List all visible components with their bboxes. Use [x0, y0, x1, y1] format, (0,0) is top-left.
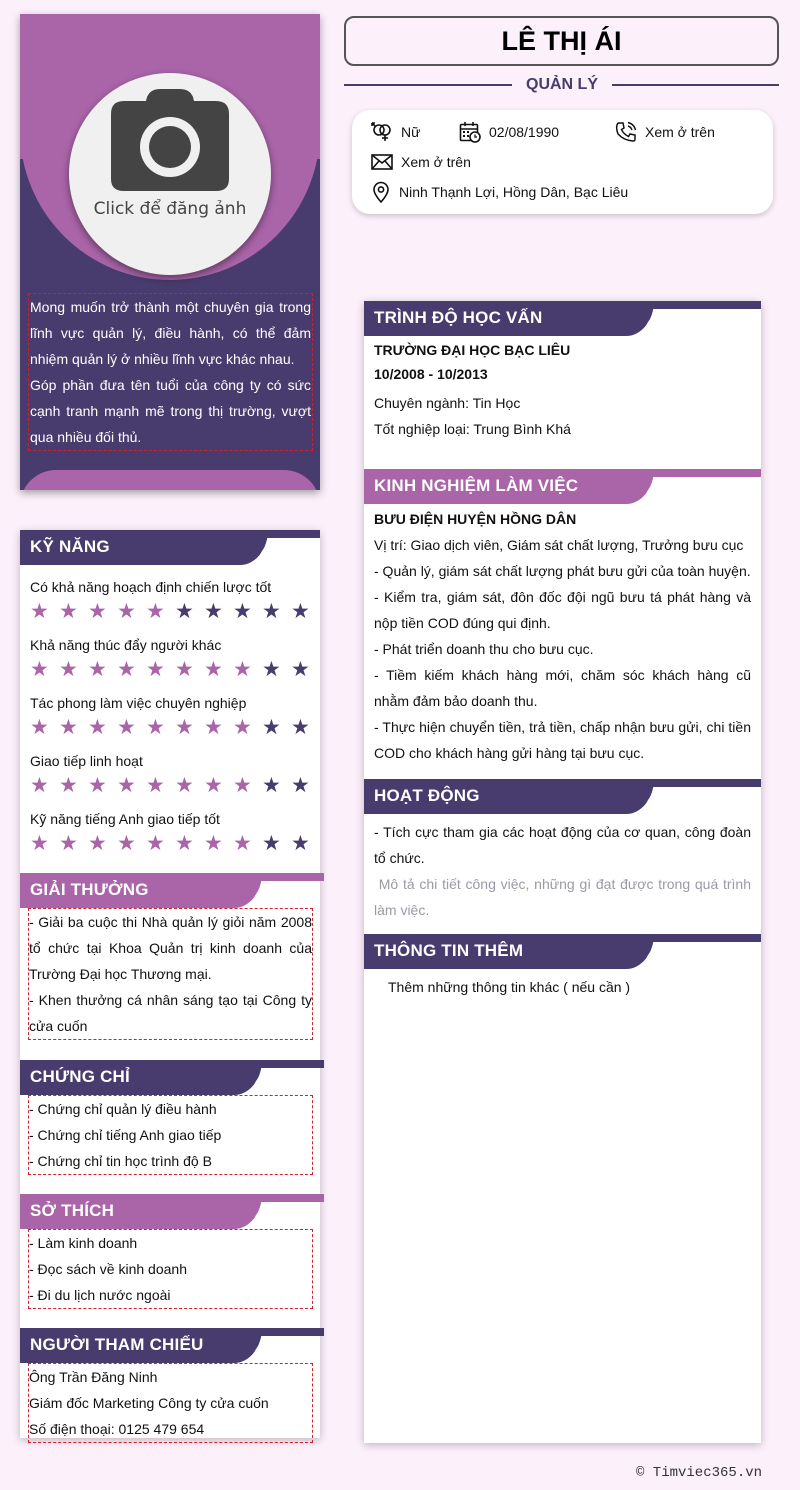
section-title: NGƯỜI THAM CHIẾU	[30, 1335, 204, 1354]
star-icon[interactable]: ★	[262, 600, 281, 623]
duty-item: - Kiểm tra, giám sát, đôn đốc đội ngũ bưu tá phát hàng và nộp tiền COD đúng qui định.	[374, 589, 751, 631]
career-objective[interactable]	[28, 293, 313, 451]
location-pin-icon	[371, 181, 391, 203]
star-icon[interactable]: ★	[233, 716, 252, 739]
section-title: KỸ NĂNG	[30, 537, 110, 556]
awards-section-header	[20, 873, 320, 908]
star-icon[interactable]: ★	[262, 832, 281, 855]
star-icon[interactable]: ★	[175, 716, 194, 739]
education-grade: Tốt nghiệp loại: Trung Bình Khá	[374, 421, 571, 437]
additional-info-text: Thêm những thông tin khác ( nếu cần )	[388, 979, 631, 995]
skill-rating[interactable]	[30, 775, 320, 797]
skill-name: Kỹ năng tiếng Anh giao tiếp tốt	[30, 811, 220, 827]
section-title: CHỨNG CHỈ	[30, 1067, 130, 1086]
phone-icon	[615, 121, 637, 143]
star-icon[interactable]: ★	[262, 658, 281, 681]
star-icon[interactable]: ★	[88, 832, 107, 855]
star-icon[interactable]: ★	[117, 600, 136, 623]
school-name: TRƯỜNG ĐẠI HỌC BẠC LIÊU	[374, 342, 571, 358]
star-icon[interactable]: ★	[291, 658, 310, 681]
experience-content[interactable]	[364, 504, 761, 779]
skill-name: Khả năng thúc đẩy người khác	[30, 637, 222, 653]
main-sections-card	[364, 301, 761, 1443]
section-title: SỞ THÍCH	[30, 1201, 115, 1220]
education-content[interactable]	[364, 336, 761, 469]
section-title: HOẠT ĐỘNG	[374, 786, 480, 805]
skill-item[interactable]	[20, 751, 320, 797]
star-icon[interactable]: ★	[30, 716, 49, 739]
award-item: - Khen thưởng cá nhân sáng tạo tại Công ty cửa cuốn	[29, 992, 312, 1034]
copyright-footer: © Timviec365.vn	[636, 1465, 763, 1481]
star-icon[interactable]: ★	[117, 716, 136, 739]
star-icon[interactable]: ★	[233, 658, 252, 681]
education-major: Chuyên ngành: Tin Học	[374, 395, 521, 411]
star-icon[interactable]: ★	[291, 832, 310, 855]
address-value: Ninh Thạnh Lợi, Hồng Dân, Bạc Liêu	[399, 184, 629, 200]
star-icon[interactable]: ★	[204, 832, 223, 855]
star-icon[interactable]: ★	[146, 658, 165, 681]
skill-rating[interactable]	[30, 659, 320, 681]
skill-name: Tác phong làm việc chuyên nghiệp	[30, 695, 247, 711]
intro-card	[20, 14, 320, 490]
duty-item: - Thực hiện chuyển tiền, trả tiền, chấp nhận bưu gửi, chi tiền COD cho khách hàng gửi hàng tại bưu cục.	[374, 719, 751, 761]
objective-line: Góp phần đưa tên tuổi của công ty có sức cạnh tranh mạnh mẽ trong thị trường, vượt qua nhiều đối thủ.	[30, 377, 311, 445]
skill-rating[interactable]	[30, 717, 320, 739]
section-title: TRÌNH ĐỘ HỌC VẤN	[374, 308, 543, 327]
upload-photo-label[interactable]: Click để đăng ảnh	[93, 199, 247, 219]
birthday-value: 02/08/1990	[489, 124, 560, 140]
skills-section-header	[20, 530, 320, 565]
star-icon[interactable]: ★	[291, 716, 310, 739]
activity-placeholder: Mô tả chi tiết công việc, những gì đạt được trong quá trình làm việc.	[374, 876, 755, 918]
reference-item: Số điện thoại: 0125 479 654	[29, 1421, 205, 1437]
certificate-item: - Chứng chỉ quản lý điều hành	[29, 1101, 217, 1117]
star-icon[interactable]: ★	[30, 774, 49, 797]
star-icon[interactable]: ★	[291, 774, 310, 797]
skill-item[interactable]	[20, 809, 320, 855]
star-icon[interactable]: ★	[146, 832, 165, 855]
envelope-icon	[371, 153, 393, 171]
avatar-upload[interactable]	[69, 73, 271, 275]
hobbies-section-header	[20, 1194, 320, 1229]
job-position: Vị trí: Giao dịch viên, Giám sát chất lượng, Trưởng bưu cục	[374, 537, 744, 553]
star-icon[interactable]: ★	[175, 832, 194, 855]
contact-email[interactable]	[371, 151, 471, 173]
star-icon[interactable]: ★	[59, 832, 78, 855]
additional-info-section-header	[364, 934, 761, 969]
contact-phone[interactable]	[615, 121, 715, 143]
star-icon[interactable]: ★	[175, 658, 194, 681]
hobby-item: - Làm kinh doanh	[29, 1235, 138, 1251]
star-icon[interactable]: ★	[146, 774, 165, 797]
hobby-item: - Đi du lịch nước ngoài	[29, 1287, 171, 1303]
certificate-item: - Chứng chỉ tiếng Anh giao tiếp	[29, 1127, 222, 1143]
section-title: KINH NGHIỆM LÀM VIỆC	[374, 476, 579, 495]
contact-gender[interactable]	[371, 121, 420, 143]
candidate-name[interactable]: LÊ THỊ ÁI	[344, 16, 779, 66]
star-icon[interactable]: ★	[233, 774, 252, 797]
skill-name: Có khả năng hoạch định chiến lược tốt	[30, 579, 272, 595]
star-icon[interactable]: ★	[30, 600, 49, 623]
hobby-item: - Đọc sách về kinh doanh	[29, 1261, 187, 1277]
star-icon[interactable]: ★	[233, 832, 252, 855]
awards-content[interactable]	[28, 908, 313, 1040]
star-icon[interactable]: ★	[117, 832, 136, 855]
email-value: Xem ở trên	[401, 154, 471, 170]
objective-line: Mong muốn trở thành một chuyên gia trong lĩnh vực quản lý, điều hành, có thể đảm nhiệm quản lý ở nhiều lĩnh vực khác nhau.	[30, 299, 311, 367]
star-icon[interactable]: ★	[262, 716, 281, 739]
star-icon[interactable]: ★	[146, 600, 165, 623]
activity-item: - Tích cực tham gia các hoạt động của cơ quan, công đoàn tổ chức.	[374, 824, 751, 866]
certificate-item: - Chứng chỉ tin học trình độ B	[29, 1153, 212, 1169]
contact-address[interactable]	[371, 181, 628, 203]
education-section-header	[364, 301, 761, 336]
star-icon[interactable]: ★	[146, 716, 165, 739]
star-icon[interactable]: ★	[204, 716, 223, 739]
skills-list	[20, 577, 320, 855]
experience-section-header	[364, 469, 761, 504]
intro-bottom-decoration	[20, 470, 320, 490]
reference-item: Giám đốc Marketing Công ty cửa cuốn	[29, 1395, 269, 1411]
section-title: GIẢI THƯỞNG	[30, 880, 149, 899]
star-icon[interactable]: ★	[117, 658, 136, 681]
star-icon[interactable]: ★	[88, 658, 107, 681]
star-icon[interactable]: ★	[204, 658, 223, 681]
star-icon[interactable]: ★	[88, 716, 107, 739]
star-icon[interactable]: ★	[59, 658, 78, 681]
duty-item: - Quản lý, giám sát chất lượng phát bưu gửi của toàn huyện.	[374, 563, 751, 579]
left-sections-card	[20, 530, 320, 1438]
skill-item[interactable]	[20, 635, 320, 681]
references-content[interactable]	[28, 1363, 313, 1443]
reference-item: Ông Trần Đăng Ninh	[29, 1369, 158, 1385]
gender-icon	[371, 122, 393, 142]
star-icon[interactable]: ★	[59, 600, 78, 623]
camera-icon	[110, 87, 230, 193]
references-section-header	[20, 1328, 320, 1363]
gender-value: Nữ	[401, 124, 421, 140]
award-item: - Giải ba cuộc thi Nhà quản lý giỏi năm 2008 tổ chức tại Khoa Quản trị kinh doanh của Trường Đại học Thương mại.	[29, 914, 312, 982]
contact-card	[352, 110, 773, 214]
section-title: THÔNG TIN THÊM	[374, 941, 524, 960]
phone-value: Xem ở trên	[645, 124, 715, 140]
star-icon[interactable]: ★	[291, 600, 310, 623]
skill-item[interactable]	[20, 577, 320, 623]
star-icon[interactable]: ★	[88, 600, 107, 623]
job-title[interactable]: QUẢN LÝ	[512, 74, 612, 96]
star-icon[interactable]: ★	[233, 600, 252, 623]
star-icon[interactable]: ★	[204, 774, 223, 797]
contact-birthday[interactable]	[459, 121, 559, 143]
certificates-section-header	[20, 1060, 320, 1095]
additional-info-content[interactable]	[364, 969, 761, 1000]
skill-rating[interactable]	[30, 601, 320, 623]
skill-name: Giao tiếp linh hoạt	[30, 753, 143, 769]
duty-item: - Phát triển doanh thu cho bưu cục.	[374, 641, 594, 657]
skill-item[interactable]	[20, 693, 320, 739]
star-icon[interactable]: ★	[204, 600, 223, 623]
certificates-content[interactable]	[28, 1095, 313, 1175]
calendar-icon	[459, 121, 481, 143]
star-icon[interactable]: ★	[175, 774, 194, 797]
company-name: BƯU ĐIỆN HUYỆN HỒNG DÂN	[374, 511, 577, 527]
skill-rating[interactable]	[30, 833, 320, 855]
star-icon[interactable]: ★	[88, 774, 107, 797]
star-icon[interactable]: ★	[117, 774, 136, 797]
duty-item: - Tiềm kiếm khách hàng mới, chăm sóc khách hàng cũ nhằm đảm bảo doanh thu.	[374, 667, 751, 709]
hobbies-content[interactable]	[28, 1229, 313, 1309]
star-icon[interactable]: ★	[262, 774, 281, 797]
education-period: 10/2008 - 10/2013	[374, 366, 488, 382]
activities-content[interactable]	[364, 814, 761, 934]
star-icon[interactable]: ★	[30, 832, 49, 855]
star-icon[interactable]: ★	[30, 658, 49, 681]
star-icon[interactable]: ★	[175, 600, 194, 623]
star-icon[interactable]: ★	[59, 774, 78, 797]
activities-section-header	[364, 779, 761, 814]
star-icon[interactable]: ★	[59, 716, 78, 739]
